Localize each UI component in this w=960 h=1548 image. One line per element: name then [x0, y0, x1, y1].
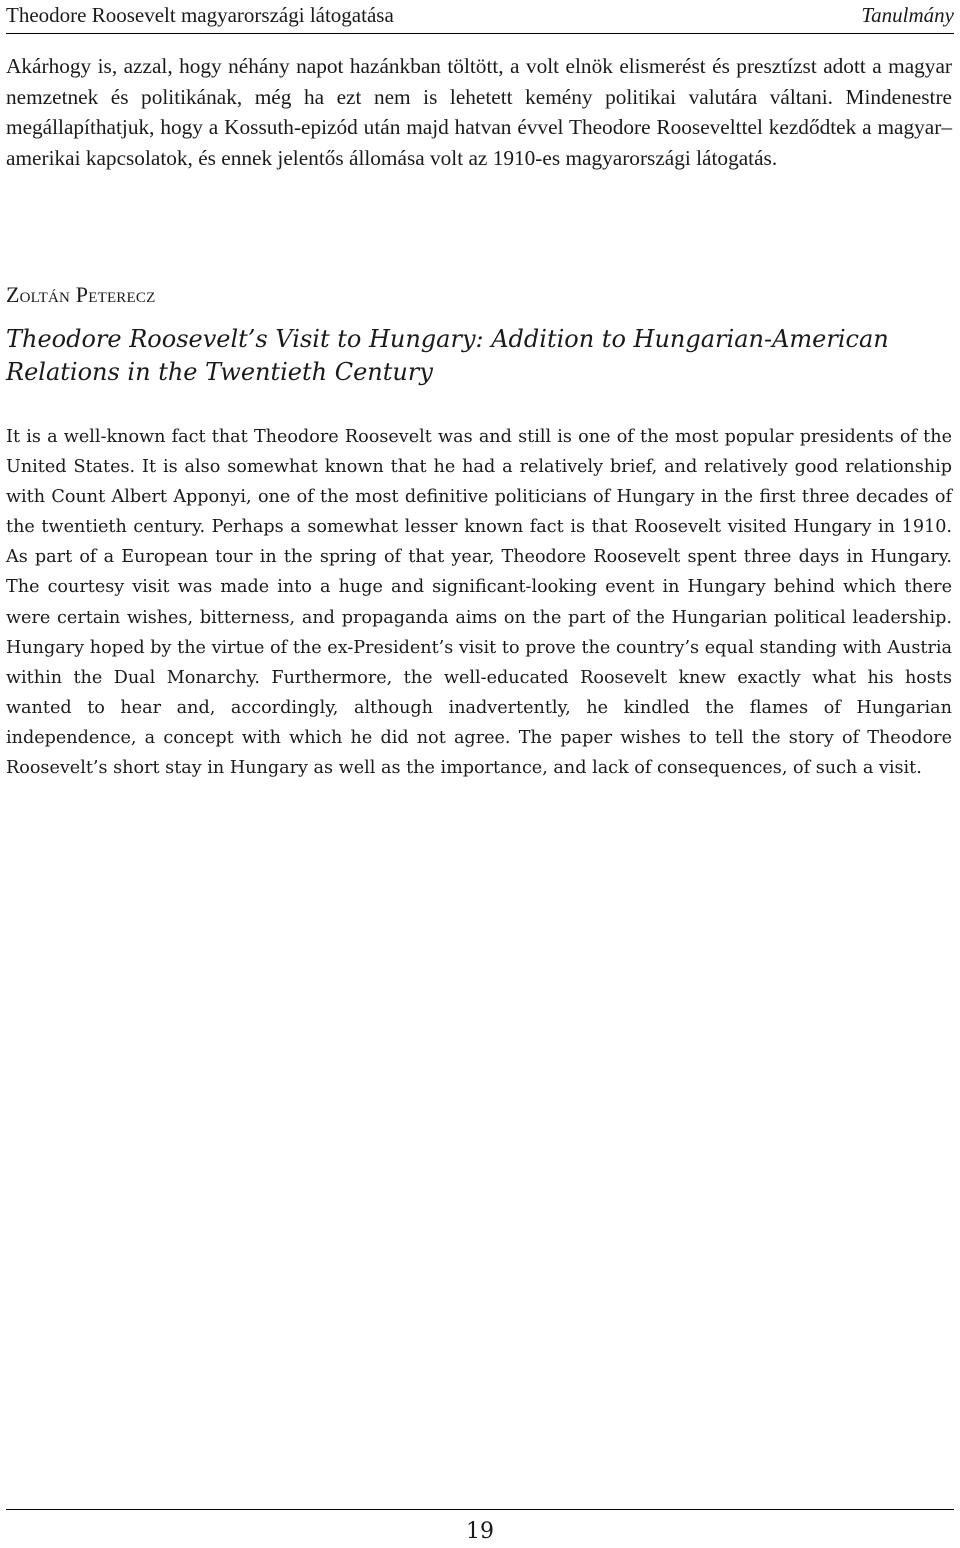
running-header-section: Tanulmány	[861, 3, 954, 27]
abstract-title: Theodore Roosevelt’s Visit to Hungary: Addition to Hungarian-American Relations in the Twentieth Century	[6, 325, 889, 386]
running-header	[6, 0, 954, 34]
hungarian-closing-paragraph: Akárhogy is, azzal, hogy néhány napot hazánkban töltött, a volt elnök elismerést és presztízst adott a magyar nemzetnek és politikának, még ha ezt nem is lehetett kemény politikai valutára váltani. Mindenestre megállapíthatjuk, hogy a Kossuth-epizód után majd hatvan évvel Theodore Roosevelttel kezdődtek a magyar–amerikai kapcsolatok, és ennek jelentős állomása volt az 1910-es magyarországi látogatás.	[6, 54, 952, 170]
footer-rule	[6, 1509, 954, 1510]
abstract-author: Zoltán Peterecz	[6, 282, 156, 307]
page-number: 19	[466, 1519, 494, 1544]
abstract-text: It is a well-known fact that Theodore Roosevelt was and still is one of the most popular presidents of the United States. It is also somewhat known that he had a relatively brief, and relatively good relationship with Count Albert Apponyi, one of the most definitive politicians of Hungary in the first three decades of the twentieth century. Perhaps a somewhat lesser known fact is that Roosevelt visited Hungary in 1910. As part of a European tour in the spring of that year, Theodore Roosevelt spent three days in Hungary. The courtesy visit was made into a huge and significant-looking event in Hungary behind which there were certain wishes, bitterness, and propaganda aims on the part of the Hungarian political leadership. Hungary hoped by the virtue of the ex-President’s visit to prove the country’s equal standing with Austria within the Dual Monarchy. Furthermore, the well-educated Roosevelt knew exactly what his hosts wanted to hear and, accordingly, although inadvertently, he kindled the flames of Hungarian independence, a concept with which he did not agree. The paper wishes to tell the story of Theodore Roosevelt’s short stay in Hungary as well as the importance, and lack of consequences, of such a visit.	[6, 427, 952, 779]
running-header-title: Theodore Roosevelt magyarországi látogatása	[6, 3, 394, 27]
